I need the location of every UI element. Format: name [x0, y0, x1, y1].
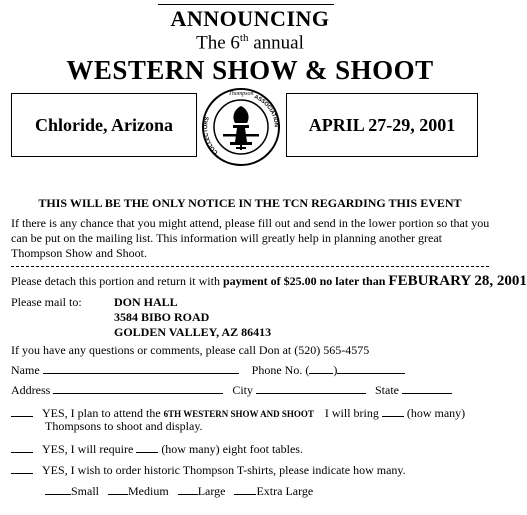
size-small-label: Small — [71, 484, 100, 498]
questions-text: If you have any questions or comments, please call Don at (520) 565-4575 — [11, 343, 370, 357]
annual-subheading — [0, 32, 500, 54]
attend-bring-text: I will bring — [324, 406, 379, 420]
attend-event-name: 6TH WESTERN SHOW AND SHOOT — [163, 409, 314, 419]
city-field[interactable] — [256, 382, 366, 394]
dates-box — [286, 93, 478, 157]
tables-count-field[interactable] — [136, 441, 158, 453]
annual-suffix: annual — [248, 32, 304, 54]
address-name: DON HALL — [114, 295, 178, 309]
notice-heading: THIS WILL BE THE ONLY NOTICE IN THE TCN REGARDING THIS EVENT — [38, 196, 462, 210]
mail-label: Please mail to: — [11, 295, 82, 309]
size-xl-label: Extra Large — [256, 484, 314, 498]
phone-area-field[interactable] — [309, 362, 333, 374]
name-phone-row — [11, 362, 405, 378]
attend-count-field[interactable] — [382, 405, 404, 417]
address-label: Address — [11, 383, 51, 397]
attend-text: YES, I plan to attend the — [42, 406, 164, 420]
phone-number-field[interactable] — [337, 362, 405, 374]
phone-close-paren: ) — [333, 363, 338, 377]
shirts-text: YES, I wish to order historic Thompson T-shirts, please indicate how many. — [42, 463, 406, 477]
detach-divider — [11, 266, 489, 267]
address-field[interactable] — [53, 382, 223, 394]
tables-checkbox-line[interactable] — [11, 441, 33, 453]
annual-prefix: The 6 — [196, 32, 240, 54]
top-rule — [158, 4, 334, 5]
name-field[interactable] — [43, 362, 239, 374]
attend-line2: Thompsons to shoot and display. — [45, 419, 203, 433]
intro-paragraph: If there is any chance that you might attend, please fill out and send in the lower portion so that you can be put on the mailing list. This information will greatly help in planning another great Thompson Show and Shoot. — [11, 216, 490, 260]
mailing-address — [114, 295, 271, 340]
size-medium-field[interactable] — [108, 483, 128, 495]
payment-text: payment of $25.00 no later than — [222, 274, 386, 288]
city-label: City — [232, 383, 253, 397]
event-title: WESTERN SHOW & SHOOT — [66, 55, 434, 85]
address-row — [11, 382, 452, 398]
tables-option — [11, 441, 303, 457]
seal-left-text: COLLECTORS — [203, 116, 220, 155]
seal-emblem-icon — [223, 106, 259, 150]
shirts-checkbox-line[interactable] — [11, 462, 33, 474]
deadline-date: FEBURARY 28, 2001 — [388, 273, 527, 289]
attend-checkbox-line[interactable] — [11, 405, 33, 417]
address-city: GOLDEN VALLEY, AZ 86413 — [114, 325, 272, 339]
shirt-sizes-row — [45, 483, 313, 499]
size-small-field[interactable] — [45, 483, 71, 495]
size-xl-field[interactable] — [234, 483, 256, 495]
announcing-heading: ANNOUNCING — [170, 6, 330, 31]
detach-prefix: Please detach this portion and return it with — [11, 274, 223, 288]
state-label: State — [375, 383, 399, 397]
location-text: Chloride, Arizona — [35, 114, 173, 135]
tables-text: YES, I will require — [42, 442, 134, 456]
thompson-seal-logo — [200, 86, 282, 168]
attend-howmany-text: (how many) — [406, 406, 466, 420]
detach-instructions — [11, 273, 527, 290]
phone-label: Phone No. ( — [251, 363, 310, 377]
state-field[interactable] — [402, 382, 452, 394]
shirts-option — [11, 462, 406, 478]
size-medium-label: Medium — [128, 484, 169, 498]
seal-top-text: Thompson — [228, 91, 254, 97]
dates-text: APRIL 27-29, 2001 — [308, 114, 456, 135]
name-label: Name — [11, 363, 40, 377]
location-box — [11, 93, 197, 157]
tables-suffix: (how many) eight foot tables. — [161, 442, 303, 456]
size-large-field[interactable] — [178, 483, 198, 495]
annual-ordinal: th — [239, 32, 249, 44]
svg-text:COLLECTORS — [203, 116, 219, 155]
size-large-label: Large — [197, 484, 226, 498]
address-street: 3584 BIBO ROAD — [114, 310, 210, 324]
seal-right-text: ASSOCIATION — [253, 94, 279, 128]
